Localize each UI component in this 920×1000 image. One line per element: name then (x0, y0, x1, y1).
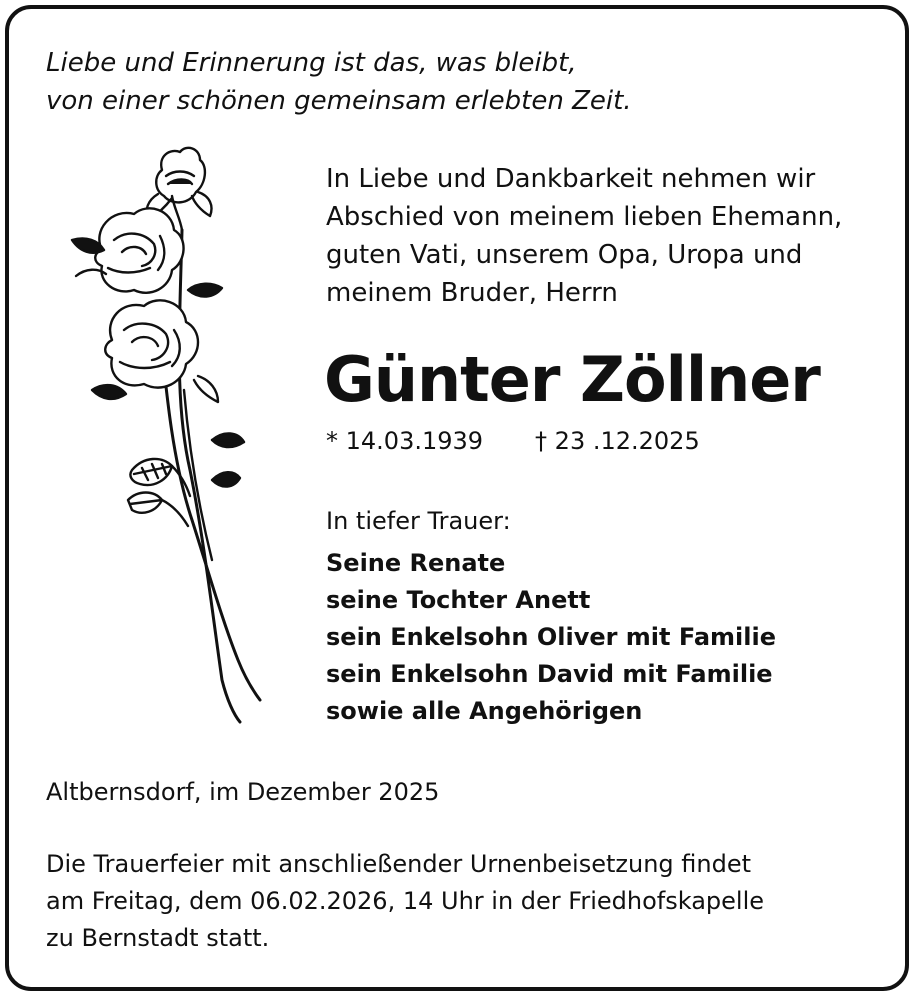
intro-line: In Liebe und Dankbarkeit nehmen wir (326, 164, 816, 194)
motto-line: Liebe und Erinnerung ist das, was bleibt, (46, 48, 577, 78)
ceremony-text (46, 846, 764, 957)
motto-line: von einer schönen gemeinsam erlebten Zeit. (46, 86, 632, 116)
mourner-item: sowie alle Angehörigen (326, 697, 643, 725)
life-dates (326, 424, 700, 458)
mourner-item: sein Enkelsohn Oliver mit Familie (326, 623, 777, 651)
mourners-list (326, 545, 776, 730)
ceremony-line: Die Trauerfeier mit anschließender Urnenbeisetzung findet (46, 850, 752, 878)
death-date: † 23 .12.2025 (535, 427, 700, 455)
mourner-item: sein Enkelsohn David mit Familie (326, 660, 773, 688)
mourning-label: In tiefer Trauer: (326, 507, 511, 535)
intro-line: Abschied von meinem lieben Ehemann, (326, 202, 843, 232)
intro-line: guten Vati, unserem Opa, Uropa und (326, 240, 803, 270)
ceremony-line: zu Bernstadt statt. (46, 924, 270, 952)
mourner-item: Seine Renate (326, 549, 506, 577)
rose-illustration (62, 140, 282, 730)
ceremony-line: am Freitag, dem 06.02.2026, 14 Uhr in der Friedhofskapelle (46, 887, 765, 915)
deceased-name: Günter Zöllner (324, 343, 820, 416)
intro-text (326, 160, 842, 312)
motto (46, 44, 632, 120)
mourner-item: seine Tochter Anett (326, 586, 591, 614)
birth-date: * 14.03.1939 (326, 427, 484, 455)
intro-line: meinem Bruder, Herrn (326, 278, 618, 308)
place-date: Altbernsdorf, im Dezember 2025 (46, 778, 440, 806)
